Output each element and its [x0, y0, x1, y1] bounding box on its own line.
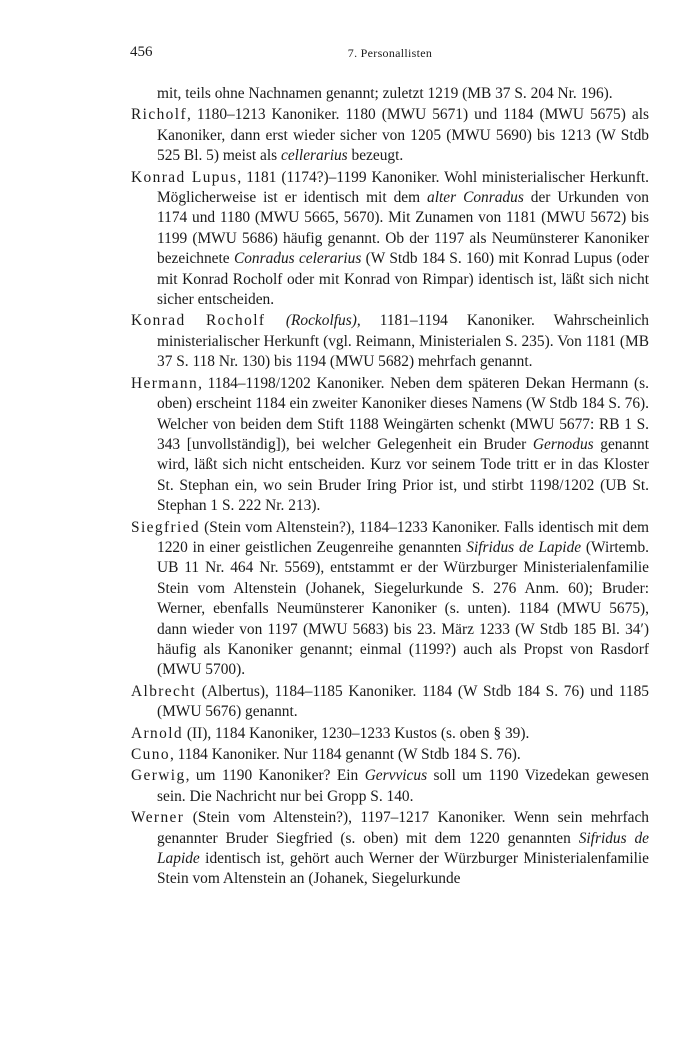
page-header: [130, 44, 650, 64]
italic-term: cellerarius: [280, 147, 348, 165]
entry-paragraph: [131, 105, 649, 166]
entry-name: Konrad Rocholf: [131, 312, 286, 330]
entry-paragraph: [131, 808, 649, 890]
italic-term: Sifridus de Lapide: [157, 829, 649, 868]
entry-paragraph: [131, 374, 649, 517]
entry-name: Konrad Lupus: [131, 168, 238, 186]
entry-text: der Urkunden von 1174 und 1180 (MWU 5665, 5670). Mit Zunamen von 1181 (MWU 5672) bis 1199 (MWU 5686) häufig genannt. Ob der 1197 als Neumünsterer Kanoniker bezeichnete: [157, 189, 650, 268]
italic-term: (Rockolfus): [285, 312, 357, 330]
entry-text: mit, teils ohne Nachnamen genannt; zuletzt 1219 (MB 37 S. 204 Nr. 196).: [157, 85, 613, 102]
entry-paragraph: [131, 518, 649, 681]
entry-name: Gerwig: [131, 767, 186, 785]
italic-term: Conradus celerarius: [233, 250, 362, 268]
italic-term: Gernodus: [532, 435, 594, 453]
entry-text: (Stein vom Altenstein?), 1197–1217 Kanoniker. Wenn sein mehrfach genannter Bruder Siegfried (s. oben) mit dem 1220 genannten: [157, 809, 649, 847]
entry-paragraph: [131, 745, 649, 765]
entry-paragraph: [131, 682, 649, 723]
continuation-paragraph: [131, 84, 649, 104]
entry-text: , 1181–1194 Kanoniker. Wahrscheinlich ministerialischer Herkunft (vgl. Reimann, Ministerialen S. 235). Von 1181 (MB 37 S. 118 Nr. 130) bis 1194 (MWU 5682) mehrfach genannt.: [157, 312, 650, 371]
entry-name: Siegfried: [131, 518, 201, 536]
entry-text: genannt wird, läßt sich nicht entscheiden. Kurz vor seinem Tode tritt er in das Kloster St. Stephan ein, wo sein Bruder Iring Prior ist, und stirbt 1198/1202 (UB St. Stephan 1 S. 222 Nr. 213).: [157, 435, 649, 515]
entry-text: (W Stdb 184 S. 160) mit Konrad Lupus (oder mit Konrad Rocholf oder mit Konrad von Rimpar) identisch ist, läßt sich nicht sicher entscheiden.: [157, 250, 650, 309]
entry-name: Werner: [131, 809, 185, 827]
running-title: 7. Personallisten: [347, 46, 433, 60]
entry-paragraph: [131, 168, 649, 311]
italic-term: alter Conradus: [427, 189, 524, 207]
entry-paragraph: [131, 311, 649, 372]
entry-text: (Stein vom Altenstein?), 1184–1233 Kanoniker. Falls identisch mit dem 1220 in einer geistlichen Zeugenreihe genannten: [157, 518, 649, 556]
entry-text: , um 1190 Kanoniker? Ein: [185, 767, 365, 785]
entry-name: Hermann: [131, 374, 199, 392]
entry-text: , 1180–1213 Kanoniker. 1180 (MWU 5671) und 1184 (MWU 5675) als Kanoniker, dann erst wieder sicher von 1205 (MWU 5690) bis 1213 (W Stdb 525 Bl. 5) meist als: [157, 106, 649, 165]
entry-name: Arnold: [131, 724, 184, 742]
italic-term: Sifridus de Lapide: [466, 538, 582, 556]
entry-paragraph: [131, 724, 649, 744]
entry-text: (II), 1184 Kanoniker, 1230–1233 Kustos (s. oben § 39).: [183, 724, 530, 742]
entry-text: , 1184–1198/1202 Kanoniker. Neben dem späteren Dekan Hermann (s. oben) erscheint 1184 ein zweiter Kanoniker dieses Namens (W Stdb 184 S. 76). Welcher von beiden dem Stift 1188 Weingärten schenkt (MWU 5677: RB 1 S. 343 [unvollständig]), bei welcher Gelegenheit ein Bruder: [157, 374, 649, 453]
entry-text: (Wirtemb. UB 11 Nr. 464 Nr. 5569), entstammt er der Würzburger Ministerialenfamilie Stein vom Altenstein (Johanek, Siegelurkunde S. 276 Anm. 60); Bruder: Werner, ebenfalls Neumünsterer Kanoniker (s. unten). 1184 (MWU 5675), dann wieder von 1197 (MWU 5683) bis 23. März 1233 (W Stdb 185 Bl. 34′) häufig als Kanoniker genannt; einmal (1199?) auch als Propst von Rasdorf (MWU 5700).: [157, 538, 649, 679]
entry-text: identisch ist, gehört auch Werner der Würzburger Ministerialenfamilie Stein vom Altenstein an (Johanek, Siegelurkunde: [157, 850, 649, 888]
text-body: [131, 84, 649, 891]
entry-name: Cuno: [131, 746, 170, 763]
entry-name: Albrecht: [131, 682, 197, 700]
entry-name: Richolf: [131, 106, 187, 124]
entry-paragraph: [131, 766, 649, 807]
entry-text: bezeugt.: [347, 147, 404, 165]
entry-text: (Albertus), 1184–1185 Kanoniker. 1184 (W Stdb 184 S. 76) und 1185 (MWU 5676) genannt.: [157, 682, 649, 721]
italic-term: Gervvicus: [364, 767, 428, 785]
page-number: 456: [130, 44, 153, 60]
entry-text: soll um 1190 Vizedekan gewesen sein. Die Nachricht nur bei Gropp S. 140.: [157, 767, 649, 805]
entry-text: , 1184 Kanoniker. Nur 1184 genannt (W Stdb 184 S. 76).: [169, 746, 521, 763]
entry-text: , 1181 (1174?)–1199 Kanoniker. Wohl ministerialischer Herkunft. Möglicherweise ist er identisch mit dem: [157, 168, 649, 207]
